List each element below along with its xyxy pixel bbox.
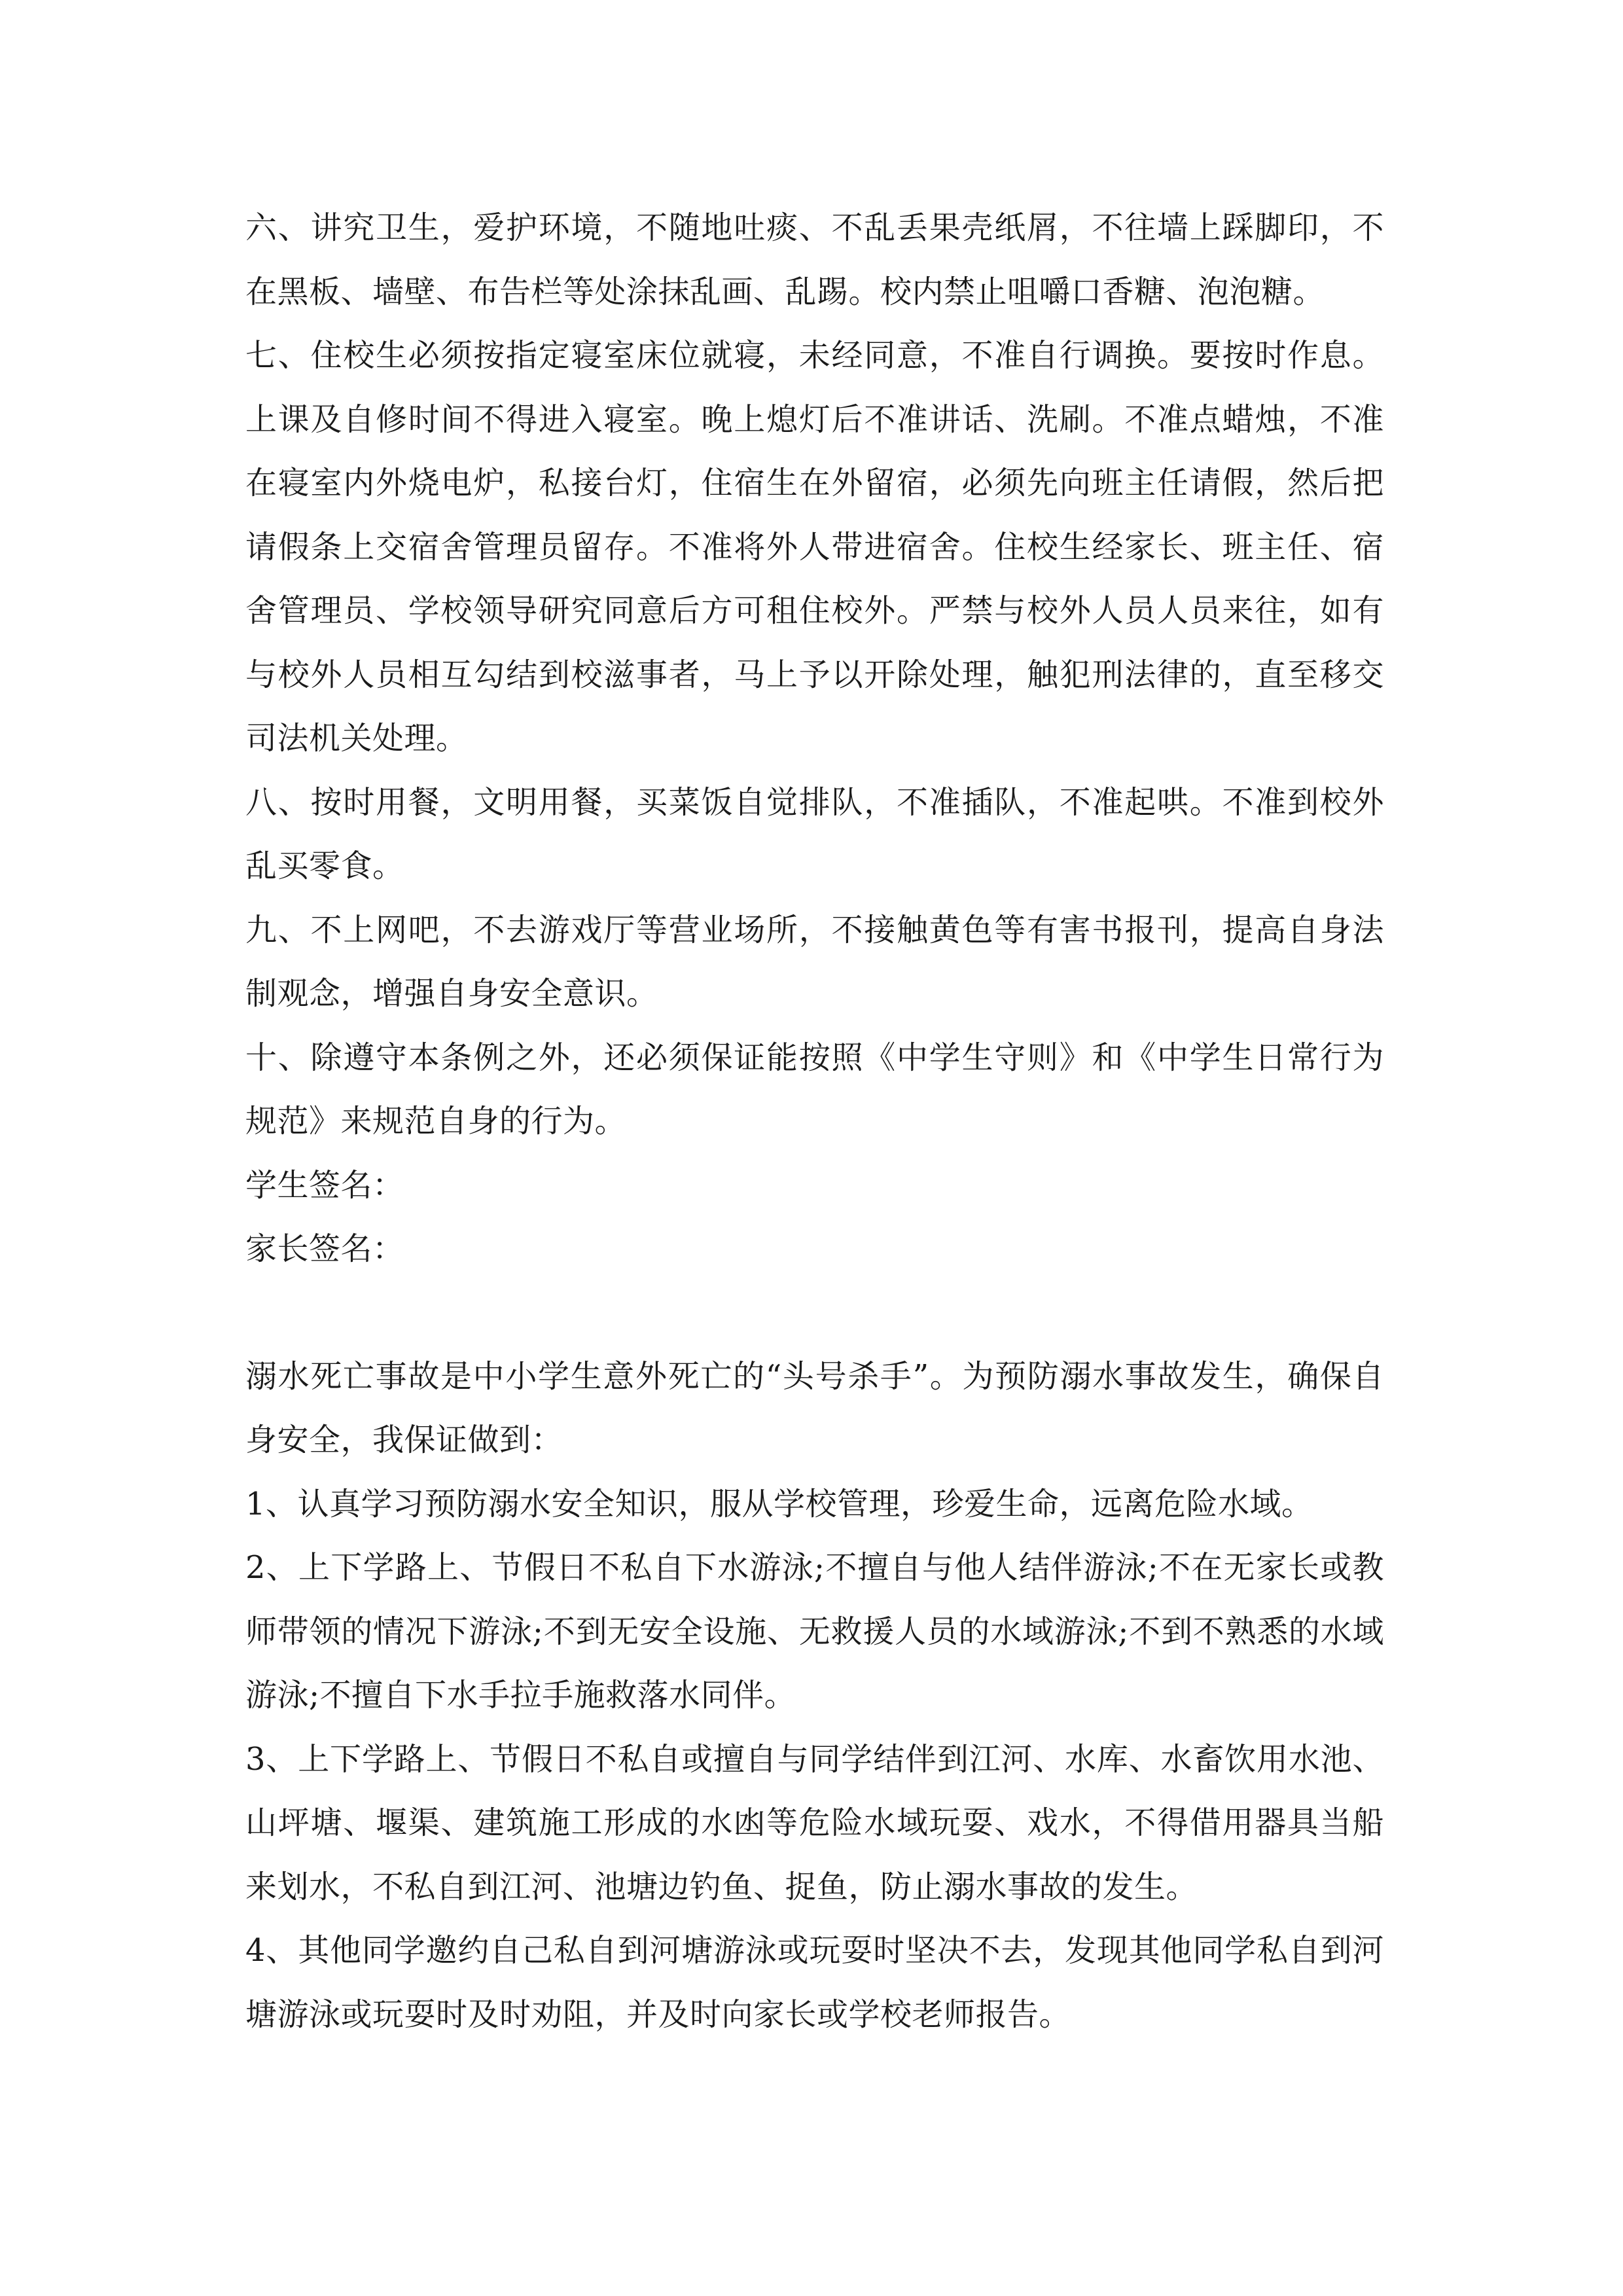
section-spacer — [245, 1282, 1384, 1345]
rule-8-paragraph: 八、按时用餐，文明用餐，买菜饭自觉排队，不准插队，不准起哄。不准到校外乱买零食。 — [245, 783, 1384, 884]
parent-signature-label: 家长签名： — [245, 1230, 404, 1267]
student-signature-label: 学生签名： — [245, 1166, 404, 1204]
pledge-item-1: 1、认真学习预防溺水安全知识，服从学校管理，珍爱生命，远离危险水域。 — [245, 1485, 1313, 1522]
pledge-item-3: 3、上下学路上、节假日不私自或擅自与同学结伴到江河、水库、水畜饮用水池、山坪塘、堰渠、建筑施工形成的水凼等危险水域玩耍、戏水，不得借用器具当船来划水，不私自到江河、池塘边钓鱼、捉鱼，防止溺水事故的发生。 — [245, 1740, 1384, 1905]
document-page — [245, 196, 1384, 2047]
pledge-item-2: 2、上下学路上、节假日不私自下水游泳;不擅自与他人结伴游泳;不在无家长或教师带领的情况下游泳;不到无安全设施、无救援人员的水域游泳;不到不熟悉的水域游泳;不擅自下水手拉手施救落水同伴。 — [245, 1549, 1384, 1713]
rule-6-paragraph: 六、讲究卫生，爱护环境，不随地吐痰、不乱丢果壳纸屑，不往墙上踩脚印，不在黑板、墙壁、布告栏等处涂抹乱画、乱踢。校内禁止咀嚼口香糖、泡泡糖。 — [245, 209, 1384, 310]
rule-9-paragraph: 九、不上网吧，不去游戏厅等营业场所，不接触黄色等有害书报刊，提高自身法制观念，增强自身安全意识。 — [245, 911, 1384, 1012]
drowning-intro-paragraph: 溺水死亡事故是中小学生意外死亡的“头号杀手”。为预防溺水事故发生，确保自身安全，我保证做到： — [245, 1357, 1384, 1458]
rule-7-paragraph: 七、住校生必须按指定寝室床位就寝，未经同意，不准自行调换。要按时作息。上课及自修时间不得进入寝室。晚上熄灯后不准讲话、洗刷。不准点蜡烛，不准在寝室内外烧电炉，私接台灯，住宿生在外留宿，必须先向班主任请假，然后把请假条上交宿舍管理员留存。不准将外人带进宿舍。住校生经家长、班主任、宿舍管理员、学校领导研究同意后方可租住校外。严禁与校外人员人员来往，如有与校外人员相互勾结到校滋事者，马上予以开除处理，触犯刑法律的，直至移交司法机关处理。 — [245, 337, 1384, 757]
pledge-item-4: 4、其他同学邀约自己私自到河塘游泳或玩耍时坚决不去，发现其他同学私自到河塘游泳或玩耍时及时劝阻，并及时向家长或学校老师报告。 — [245, 1932, 1384, 2033]
rule-10-paragraph: 十、除遵守本条例之外，还必须保证能按照《中学生守则》和《中学生日常行为规范》来规范自身的行为。 — [245, 1039, 1384, 1139]
